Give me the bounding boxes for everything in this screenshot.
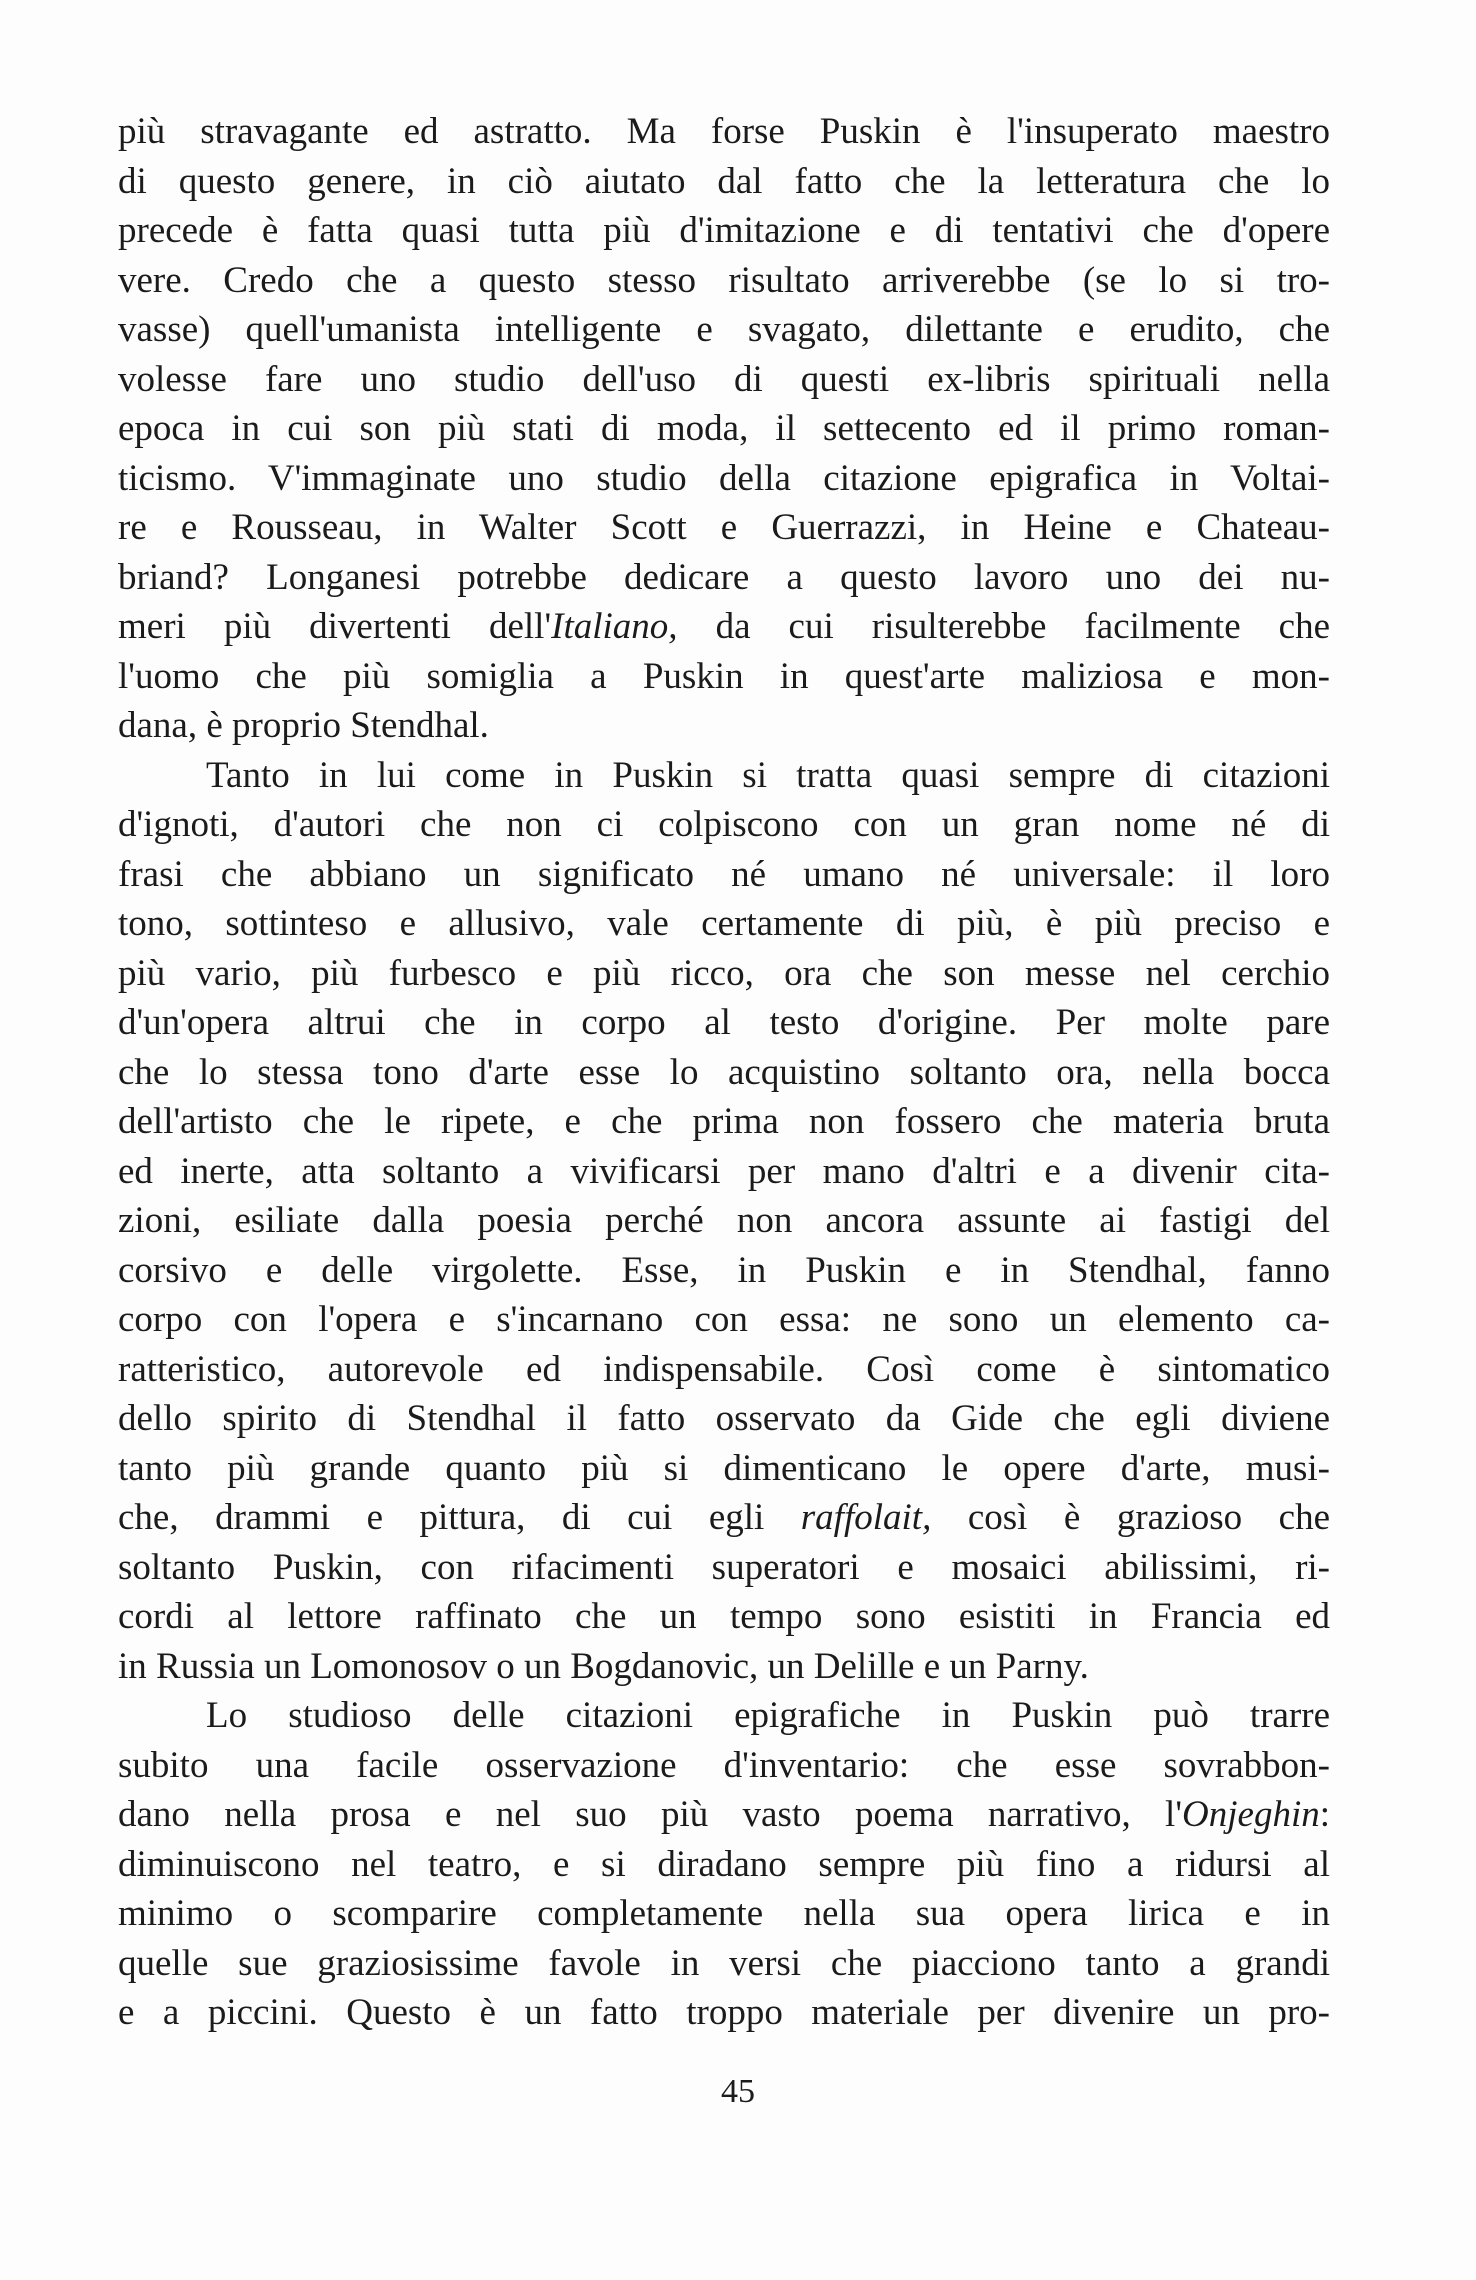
text-run: :: [1319, 1794, 1330, 1835]
text-line: che lo stessa tono d'arte esse lo acquistino soltanto ora, nella bocca: [118, 1051, 1330, 1093]
text-line: zioni, esiliate dalla poesia perché non ancora assunte ai fastigi del: [118, 1200, 1330, 1241]
text-line: soltanto Puskin, con rifacimenti superatori e mosaici abilissimi, ri-: [118, 1546, 1330, 1588]
paragraph-1: [118, 107, 1330, 751]
text-line: Tanto in lui come in Puskin si tratta quasi sempre di citazioni: [206, 754, 1330, 796]
text-line: ed inerte, atta soltanto a vivificarsi per mano d'altri e a divenir cita-: [118, 1150, 1330, 1192]
italic-title: Onjeghin: [1182, 1794, 1320, 1835]
text-line: Lo studioso delle citazioni epigrafiche in Puskin può trarre: [206, 1695, 1330, 1736]
text-line: più stravagante ed astratto. Ma forse Puskin è l'insuperato maestro: [118, 111, 1330, 152]
text-line: volesse fare uno studio dell'uso di questi ex-libris spirituali nella: [118, 358, 1330, 400]
text-run: da cui risulterebbe facilmente che: [677, 606, 1330, 647]
text-run: che, drammi e pittura, di cui egli: [118, 1497, 801, 1538]
text-line: quelle sue graziosissime favole in versi che piacciono tanto a grandi: [118, 1942, 1330, 1984]
text-line: subito una facile osservazione d'inventario: che esse sovrabbon-: [118, 1744, 1330, 1786]
text-line: più vario, più furbesco e più ricco, ora che son messe nel cerchio: [118, 952, 1330, 994]
text-line: diminuiscono nel teatro, e si diradano sempre più fino a ridursi al: [118, 1843, 1330, 1885]
paragraph-2: [118, 751, 1330, 1692]
text-run: dano nella prosa e nel suo più vasto poema narrativo, l': [118, 1794, 1183, 1835]
text-line: di questo genere, in ciò aiutato dal fatto che la letteratura che lo: [118, 160, 1330, 202]
text-line: precede è fatta quasi tutta più d'imitazione e di tentativi che d'opere: [118, 210, 1330, 251]
text-line: e a piccini. Questo è un fatto troppo materiale per divenire un pro-: [118, 1992, 1330, 2033]
text-line: vasse) quell'umanista intelligente e svagato, dilettante e erudito, che: [118, 309, 1330, 350]
text-line: d'un'opera altrui che in corpo al testo d'origine. Per molte pare: [118, 1002, 1330, 1043]
text-line: minimo o scomparire completamente nella sua opera lirica e in: [118, 1893, 1330, 1934]
paragraph-3: [118, 1691, 1330, 2038]
italic-title: Italiano,: [551, 606, 678, 647]
text-line: [118, 1493, 1330, 1543]
text-line: cordi al lettore raffinato che un tempo sono esistiti in Francia ed: [118, 1596, 1330, 1637]
text-line: corpo con l'opera e s'incarnano con essa: ne sono un elemento ca-: [118, 1299, 1330, 1340]
text-line: in Russia un Lomonosov o un Bogdanovic, un Delille e un Parny.: [118, 1645, 1089, 1687]
text-line: dello spirito di Stendhal il fatto osservato da Gide che egli diviene: [118, 1398, 1330, 1439]
text-line: dana, è proprio Stendhal.: [118, 705, 489, 746]
text-line: [118, 1790, 1330, 1840]
text-line: corsivo e delle virgolette. Esse, in Puskin e in Stendhal, fanno: [118, 1249, 1330, 1291]
text-line: ratteristico, autorevole ed indispensabile. Così come è sintomatico: [118, 1348, 1330, 1390]
italic-word: raffolait,: [800, 1497, 932, 1538]
text-line: l'uomo che più somiglia a Puskin in quest'arte maliziosa e mon-: [118, 655, 1330, 697]
text-run: così è grazioso che: [931, 1497, 1330, 1538]
text-line: tanto più grande quanto più si dimenticano le opere d'arte, musi-: [118, 1447, 1330, 1489]
text-line: dell'artisto che le ripete, e che prima non fossero che materia bruta: [118, 1101, 1330, 1142]
text-line: d'ignoti, d'autori che non ci colpiscono con un gran nome né di: [118, 804, 1330, 845]
text-line: tono, sottinteso e allusivo, vale certamente di più, è più preciso e: [118, 903, 1330, 944]
body-text: [118, 107, 1330, 2038]
text-line: epoca in cui son più stati di moda, il settecento ed il primo roman-: [118, 408, 1330, 449]
text-line: re e Rousseau, in Walter Scott e Guerrazzi, in Heine e Chateau-: [118, 507, 1330, 548]
text-line: ticismo. V'immaginate uno studio della citazione epigrafica in Voltai-: [118, 457, 1330, 499]
text-run: meri più divertenti dell': [118, 606, 552, 647]
text-line: vere. Credo che a questo stesso risultato arriverebbe (se lo si tro-: [118, 259, 1330, 301]
page-number: 45: [721, 2073, 755, 2110]
text-line: briand? Longanesi potrebbe dedicare a questo lavoro uno dei nu-: [118, 556, 1330, 598]
text-line: frasi che abbiano un significato né umano né universale: il loro: [118, 853, 1330, 895]
text-line: [118, 602, 1330, 652]
